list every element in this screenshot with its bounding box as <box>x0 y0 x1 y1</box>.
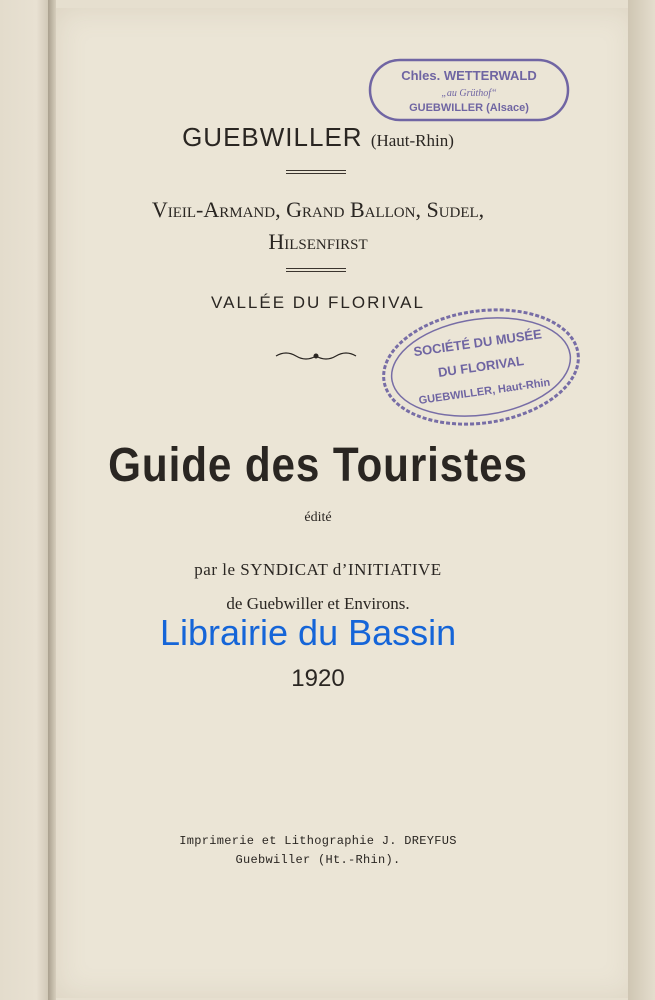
main-title: Guide des Touristes <box>108 439 528 492</box>
book-gutter <box>48 0 56 1000</box>
sites-heading <box>56 194 580 258</box>
sites-line-2: Hilsenfirst <box>268 228 368 254</box>
wetterwald-stamp <box>364 54 574 126</box>
museum-stamp <box>376 302 586 432</box>
stamp1-line3: GUEBWILLER (Alsace) <box>409 102 529 114</box>
bookseller-watermark: Librairie du Bassin <box>160 612 457 653</box>
stamp2-line3: GUEBWILLER, Haut-Rhin <box>417 376 551 407</box>
stamp2-line1: SOCIÉTÉ DU MUSÉE <box>412 326 543 360</box>
divider-rule <box>286 268 346 272</box>
left-page-edge <box>0 0 53 1000</box>
year-label: 1920 <box>291 665 345 692</box>
divider-rule <box>286 170 346 174</box>
edited-label: édité <box>304 510 332 525</box>
city-heading <box>56 122 580 153</box>
printer-line-2: Guebwiller (Ht.-Rhin). <box>235 852 401 867</box>
printer-block <box>56 832 580 869</box>
right-page-edge <box>628 0 655 1000</box>
sites-line-1: Vieil-Armand, Grand Ballon, Sudel, <box>151 197 485 222</box>
printer-line-1: Imprimerie et Lithographie J. DREYFUS <box>179 834 457 848</box>
stamp1-line2: „au Grüthof“ <box>441 88 497 99</box>
valley-heading: VALLÉE DU FLORIVAL <box>211 293 425 312</box>
location-line: de Guebwiller et Environs. <box>226 594 410 613</box>
stamp2-line2: DU FLORIVAL <box>437 353 525 380</box>
region-name: (Haut-Rhin) <box>370 131 454 150</box>
city-name: GUEBWILLER <box>182 122 363 152</box>
publisher-line: par le SYNDICAT d’INITIATIVE <box>194 560 442 579</box>
flourish-ornament <box>274 348 358 364</box>
stamp1-line1: Chles. WETTERWALD <box>401 68 537 83</box>
